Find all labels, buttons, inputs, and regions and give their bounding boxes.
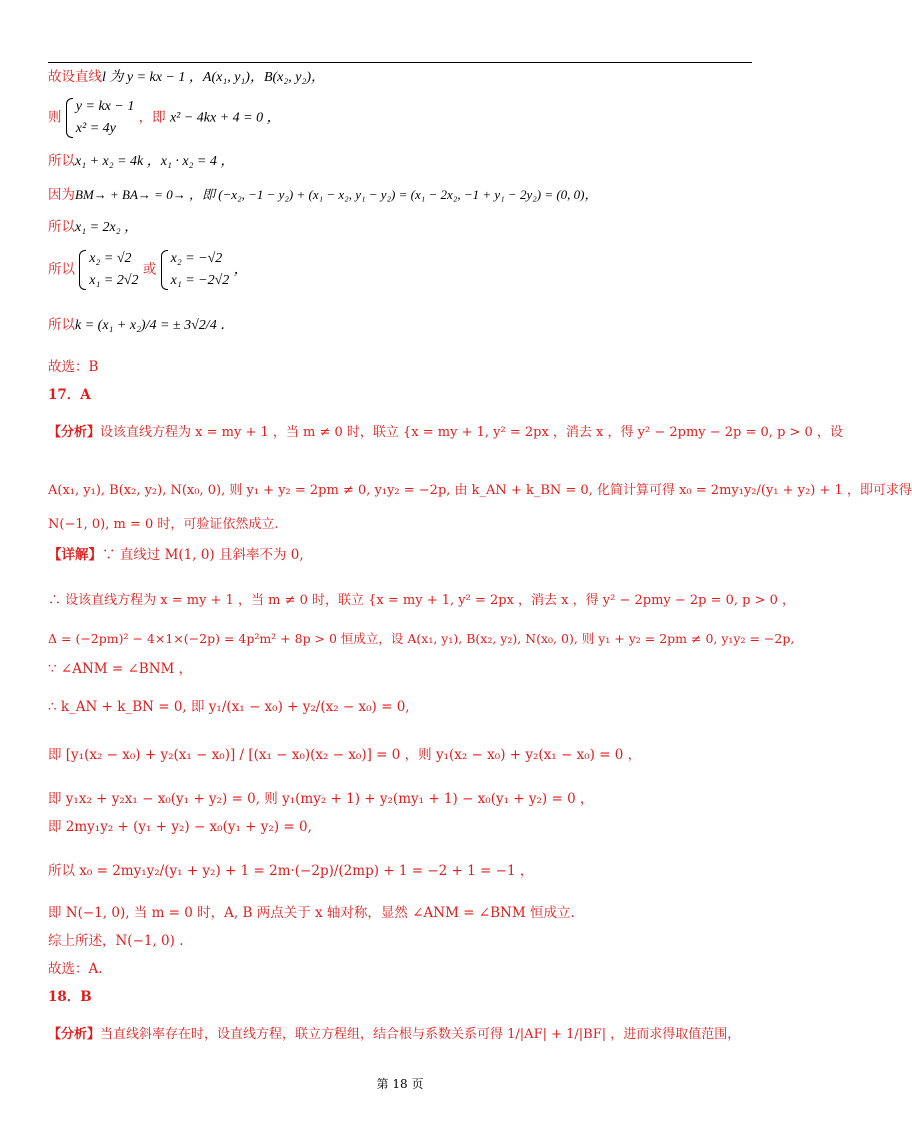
equation-system (66, 96, 135, 140)
system-line: x₂ = −√2 (170, 251, 223, 266)
text-red: 故设直线 (48, 69, 102, 85)
analysis-18-line-1 (48, 1026, 740, 1044)
analysis-text: 设该直线方程为 x = my + 1 ，当 m ≠ 0 时，联立 {x = my + 1, y² = 2px ，消去 x ，得 y² − 2pmy − 2p = 0, p > 0 ，设 (100, 425, 843, 440)
question-17-head: 17．A (48, 387, 91, 403)
line-set-line (48, 68, 325, 87)
text-red: 所以 (48, 261, 75, 278)
analysis-text: 当直线斜率存在时，设直线方程，联立方程组，结合根与系数关系可得 1/|AF| + 1/|BF| ，进而求得取值范围， (100, 1027, 741, 1042)
line-k-value (48, 316, 234, 335)
detail-17-line-6: 即 [y₁(x₂ − x₀) + y₂(x₁ − x₀)] / [(x₁ − x₀)(x₂ − x₀)] = 0 ，则 y₁(x₂ − x₀) + y₂(x₁ − x₀) = 0 ， (48, 747, 642, 763)
math-expr: k = (x₁ + x₂)/4 = ± 3√2/4 ． (75, 318, 235, 333)
system-line: x₂ = √2 (89, 251, 132, 266)
analysis-tag: 【分析】 (48, 1027, 101, 1042)
detail-text: ∵ 直线过 M(1, 0) 且斜率不为 0, (102, 547, 304, 563)
text-red: ，即 (138, 109, 166, 126)
text-red: 所以 (48, 317, 75, 333)
line-system-2 (48, 248, 248, 292)
analysis-tag: 【分析】 (48, 425, 101, 440)
line-system-1 (48, 96, 281, 140)
page-footer: 第 18 页 (376, 1077, 424, 1091)
line-vector (48, 186, 598, 204)
detail-17-line-11: 综上所述，N(−1, 0) . (48, 933, 184, 949)
answer-17: 故选：A. (48, 961, 103, 977)
detail-17-line-4: ∵ ∠ANM = ∠BNM ， (48, 661, 193, 677)
system-line: y = kx − 1 (75, 99, 135, 114)
answer-16: 故选：B (48, 359, 99, 375)
system-line: x₁ = −2√2 (170, 273, 230, 288)
text-red: 则 (48, 109, 62, 126)
header-rule (48, 62, 752, 63)
math-expr: ， (233, 262, 248, 278)
question-18-head: 18．B (48, 989, 92, 1005)
math-expr: l 为 y = kx − 1 ，A(x₁, y₁)，B(x₂, y₂)， (102, 70, 326, 85)
detail-17-line-2: ∴ 设该直线方程为 x = my + 1 ，当 m ≠ 0 时，联立 {x = my + 1, y² = 2px ，消去 x ，得 y² − 2pmy − 2p = 0, p > 0 ， (48, 593, 796, 608)
system-line: x₁ = 2√2 (89, 273, 139, 288)
math-expr: x₁ + x₂ = 4k ，x₁ · x₂ = 4 ， (75, 154, 235, 169)
analysis-17-line-1 (48, 424, 843, 442)
detail-17-line-5: ∴ k_AN + k_BN = 0, 即 y₁/(x₁ − x₀) + y₂/(x₂ − x₀) = 0, (48, 699, 410, 715)
line-vieta (48, 152, 234, 171)
math-expr: BM→ + BA→ = 0→ ，即 (−x₂, −1 − y₂) + (x₁ − x₂, y₁ − y₂) = (x₁ − 2x₂, −1 + y₁ − 2y₂) = (0, 0)， (75, 187, 598, 202)
detail-17-line-3: Δ = (−2pm)² − 4×1×(−2p) = 4p²m² + 8p > 0 恒成立，设 A(x₁, y₁), B(x₂, y₂), N(x₀, 0), 则 y₁ + y₂ = 2pm ≠ 0, y₁y₂ = −2p, (48, 631, 795, 646)
analysis-17-line-3: N(−1, 0), m = 0 时，可验证依然成立. (48, 517, 279, 532)
system-line: x² = 4y (75, 121, 116, 136)
text-red: 因为 (48, 187, 75, 203)
detail-tag: 【详解】 (48, 547, 102, 563)
detail-17-line-8: 即 2my₁y₂ + (y₁ + y₂) − x₀(y₁ + y₂) = 0, (48, 819, 312, 835)
analysis-17-line-2: A(x₁, y₁), B(x₂, y₂), N(x₀, 0), 则 y₁ + y₂ = 2pm ≠ 0, y₁y₂ = −2p, 由 k_AN + k_BN = 0, 化简计算可得 x₀ = 2my₁y₂/(y₁ + y₂) + 1 ，即可求得 (48, 483, 912, 498)
text-red: 所以 (48, 219, 75, 235)
equation-system (79, 248, 138, 292)
equation-system (161, 248, 230, 292)
detail-17-line-7: 即 y₁x₂ + y₂x₁ − x₀(y₁ + y₂) = 0, 则 y₁(my₂ + 1) + y₂(my₁ + 1) − x₀(y₁ + y₂) = 0 ， (48, 791, 594, 807)
line-x1-2x2 (48, 218, 138, 237)
detail-17-line-9: 所以 x₀ = 2my₁y₂/(y₁ + y₂) + 1 = 2m·(−2p)/(2mp) + 1 = −2 + 1 = −1 ， (48, 863, 534, 879)
detail-17-line-10: 即 N(−1, 0), 当 m = 0 时，A, B 两点关于 x 轴对称，显然 ∠ANM = ∠BNM 恒成立. (48, 905, 575, 921)
math-expr: x² − 4kx + 4 = 0 ， (169, 110, 281, 126)
detail-17-line-1 (48, 546, 304, 564)
text-red: 或 (142, 261, 157, 278)
text-red: 所以 (48, 153, 75, 169)
math-expr: x₁ = 2x₂ ， (75, 220, 139, 235)
